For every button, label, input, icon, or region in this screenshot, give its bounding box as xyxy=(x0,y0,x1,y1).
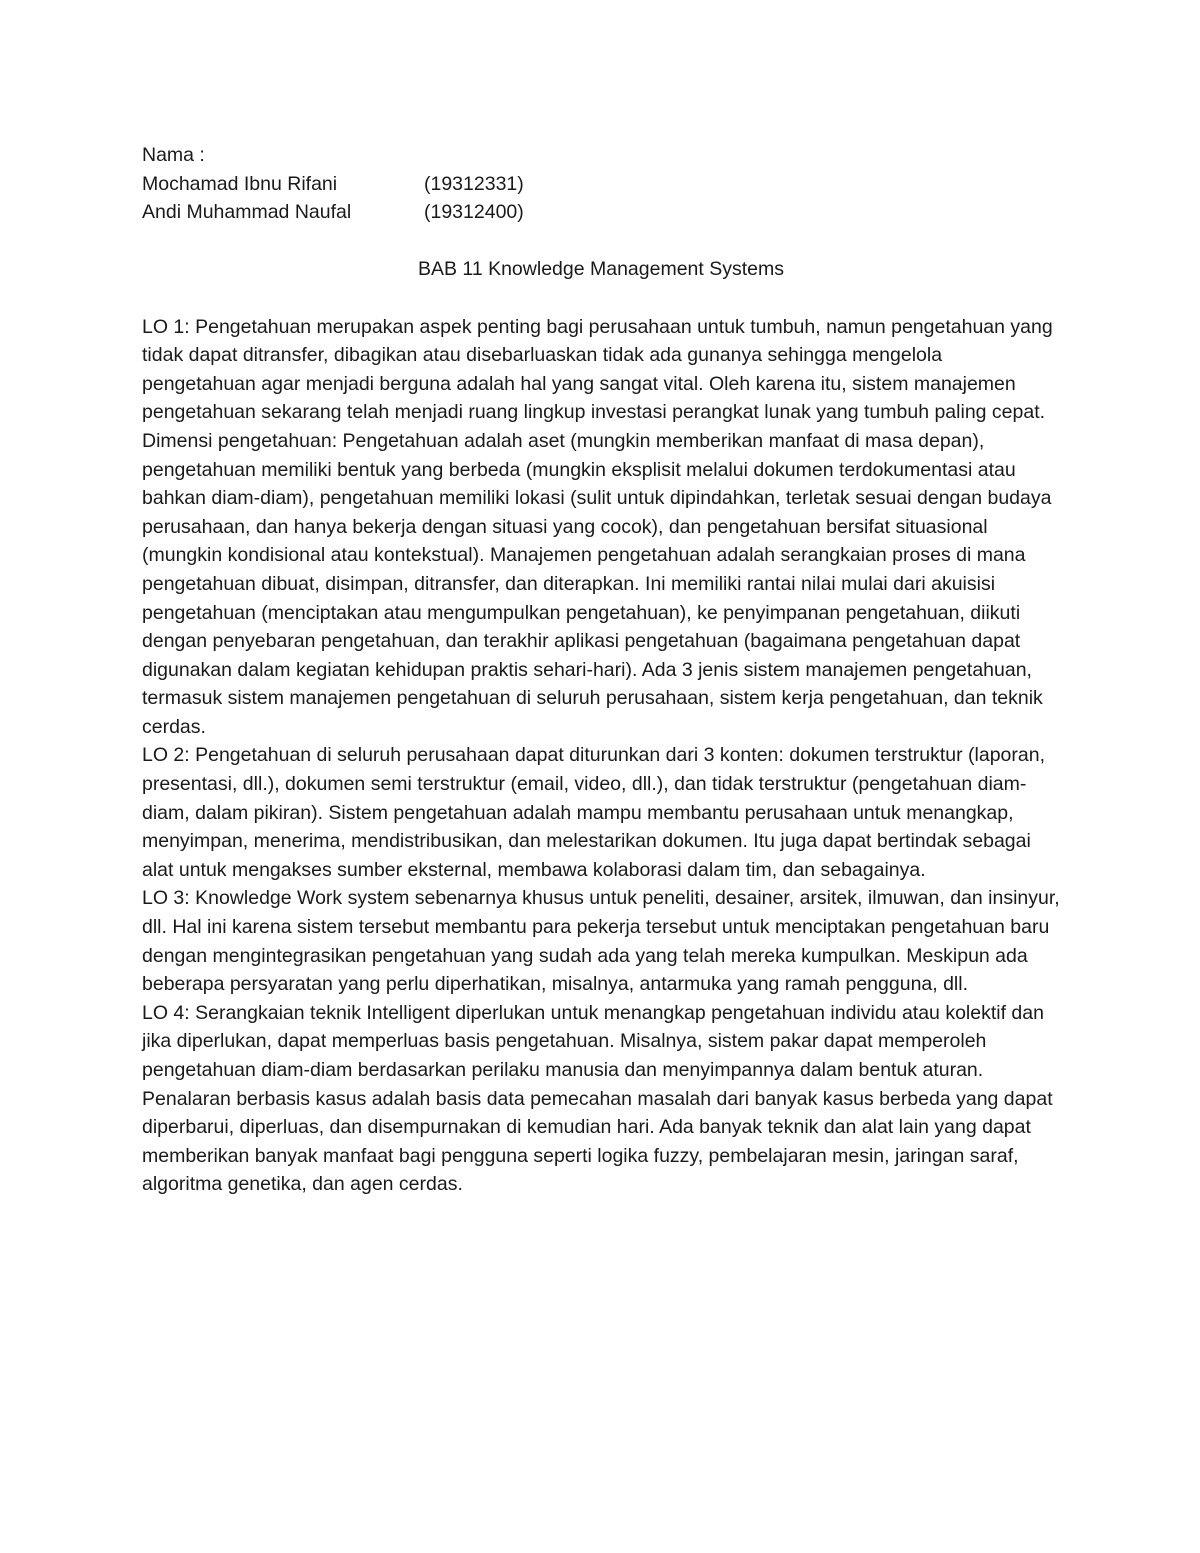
document-title: BAB 11 Knowledge Management Systems xyxy=(417,258,784,281)
paragraph-lo2: LO 2: Pengetahuan di seluruh perusahaan dapat diturunkan dari 3 konten: dokumen terstruktur (laporan, presentasi, dll.), dokumen semi terstruktur (email, video, dll.), dan tidak terstruktur (pengetahuan diam-diam, dalam pikiran). Sistem pengetahuan adalah mampu membantu perusahaan untuk menangkap, menyimpan, menerima, mendistribusikan, dan melestarikan dokumen. Itu juga dapat bertindak sebagai alat untuk mengakses sumber eksternal, membawa kolaborasi dalam tim, dan sebagainya. xyxy=(142,744,1046,881)
paragraph-lo1: LO 1: Pengetahuan merupakan aspek penting bagi perusahaan untuk tumbuh, namun pengetahuan yang tidak dapat ditransfer, dibagikan atau disebarluaskan tidak ada gunanya sehingga mengelola pengetahuan agar menjadi berguna adalah hal yang sangat vital. Oleh karena itu, sistem manajemen pengetahuan sekarang telah menjadi ruang lingkup investasi perangkat lunak yang tumbuh paling cepat. Dimensi pengetahuan: Pengetahuan adalah aset (mungkin memberikan manfaat di masa depan), pengetahuan memiliki bentuk yang berbeda (mungkin eksplisit melalui dokumen terdokumentasi atau bahkan diam-diam), pengetahuan memiliki lokasi (sulit untuk dipindahkan, terletak sesuai dengan budaya perusahaan, dan hanya bekerja dengan situasi yang cocok), dan pengetahuan bersifat situasional (mungkin kondisional atau kontekstual). Manajemen pengetahuan adalah serangkaian proses di mana pengetahuan dibuat, disimpan, ditransfer, dan diterapkan. Ini memiliki rantai nilai mulai dari akuisisi pengetahuan (menciptakan atau mengumpulkan pengetahuan), ke penyimpanan pengetahuan, diikuti dengan penyebaran pengetahuan, dan terakhir aplikasi pengetahuan (bagaimana pengetahuan dapat digunakan dalam kegiatan kehidupan praktis sehari-hari). Ada 3 jenis sistem manajemen pengetahuan, termasuk sistem manajemen pengetahuan di seluruh perusahaan, sistem kerja pengetahuan, dan teknik cerdas. xyxy=(142,315,1053,738)
name-label-line xyxy=(142,141,1060,170)
document-content xyxy=(142,141,1060,1199)
author-line xyxy=(142,170,1060,199)
author-name: Mochamad Ibnu Rifani xyxy=(142,172,338,195)
author-student-id: (19312400) xyxy=(424,201,524,224)
author-name: Andi Muhammad Naufal xyxy=(142,201,352,224)
paragraph-lo3: LO 3: Knowledge Work system sebenarnya khusus untuk peneliti, desainer, arsitek, ilmuwan, dan insinyur, dll. Hal ini karena sistem tersebut membantu para pekerja tersebut untuk menciptakan pengetahuan baru dengan mengintegrasikan pengetahuan yang sudah ada yang telah mereka kumpulkan. Meskipun ada beberapa persyaratan yang perlu diperhatikan, misalnya, antarmuka yang ramah pengguna, dll. xyxy=(142,887,1060,996)
author-student-id: (19312331) xyxy=(424,172,524,195)
paragraph-lo4: LO 4: Serangkaian teknik Intelligent diperlukan untuk menangkap pengetahuan individu atau kolektif dan jika diperlukan, dapat memperluas basis pengetahuan. Misalnya, sistem pakar dapat memperoleh pengetahuan diam-diam berdasarkan perilaku manusia dan menyimpannya dalam bentuk aturan. Penalaran berbasis kasus adalah basis data pemecahan masalah dari banyak kasus berbeda yang dapat diperbarui, diperluas, dan disempurnakan di kemudian hari. Ada banyak teknik dan alat lain yang dapat memberikan banyak manfaat bagi pengguna seperti logika fuzzy, pembelajaran mesin, jaringan saraf, algoritma genetika, dan agen cerdas. xyxy=(142,1001,1053,1196)
author-line xyxy=(142,198,1060,227)
name-label: Nama : xyxy=(142,144,205,166)
